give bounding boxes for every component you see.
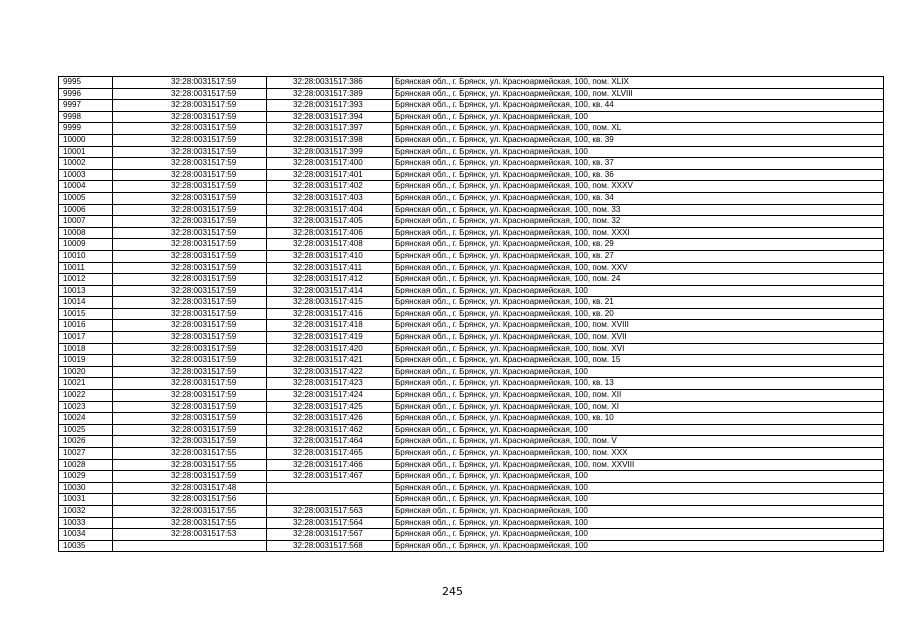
row-number-cell: 10033: [59, 517, 113, 529]
object-number-cell: 32:28:0031517:418: [267, 320, 393, 332]
land-plot-number-cell: 32:28:0031517:59: [113, 366, 267, 378]
land-plot-number-cell: 32:28:0031517:59: [113, 134, 267, 146]
row-number-cell: 10029: [59, 471, 113, 483]
row-number-cell: 10014: [59, 297, 113, 309]
land-plot-number-cell: 32:28:0031517:55: [113, 517, 267, 529]
row-number-cell: 10001: [59, 146, 113, 158]
row-number-cell: 10025: [59, 424, 113, 436]
land-plot-number-cell: 32:28:0031517:59: [113, 355, 267, 367]
land-plot-number-cell: 32:28:0031517:59: [113, 158, 267, 170]
table-row: [59, 343, 884, 355]
address-cell: Брянская обл., г. Брянск, ул. Красноармейская, 100, кв. 13: [393, 378, 884, 390]
address-cell: Брянская обл., г. Брянск, ул. Красноармейская, 100, пом. 33: [393, 204, 884, 216]
object-number-cell: 32:28:0031517:467: [267, 471, 393, 483]
table-row: [59, 494, 884, 506]
land-plot-number-cell: 32:28:0031517:59: [113, 239, 267, 251]
address-cell: Брянская обл., г. Брянск, ул. Красноармейская, 100: [393, 505, 884, 517]
address-cell: Брянская обл., г. Брянск, ул. Красноармейская, 100, кв. 21: [393, 297, 884, 309]
address-cell: Брянская обл., г. Брянск, ул. Красноармейская, 100, пом. XXXV: [393, 181, 884, 193]
row-number-cell: 9998: [59, 111, 113, 123]
address-cell: Брянская обл., г. Брянск, ул. Красноармейская, 100, пом. XVIII: [393, 320, 884, 332]
table-row: [59, 505, 884, 517]
land-plot-number-cell: 32:28:0031517:55: [113, 459, 267, 471]
address-cell: Брянская обл., г. Брянск, ул. Красноармейская, 100, пом. XXV: [393, 262, 884, 274]
land-plot-number-cell: 32:28:0031517:59: [113, 343, 267, 355]
table-row: [59, 459, 884, 471]
row-number-cell: 10009: [59, 239, 113, 251]
land-plot-number-cell: 32:28:0031517:48: [113, 482, 267, 494]
land-plot-number-cell: 32:28:0031517:59: [113, 227, 267, 239]
object-number-cell: [267, 494, 393, 506]
object-number-cell: 32:28:0031517:410: [267, 250, 393, 262]
address-cell: Брянская обл., г. Брянск, ул. Красноармейская, 100, пом. 24: [393, 274, 884, 286]
table-row: [59, 517, 884, 529]
table-row: [59, 123, 884, 135]
page-number: 245: [442, 585, 463, 598]
row-number-cell: 9999: [59, 123, 113, 135]
table-row: [59, 448, 884, 460]
object-number-cell: 32:28:0031517:415: [267, 297, 393, 309]
object-number-cell: 32:28:0031517:422: [267, 366, 393, 378]
table-row: [59, 262, 884, 274]
address-cell: Брянская обл., г. Брянск, ул. Красноармейская, 100, пом. XI: [393, 401, 884, 413]
row-number-cell: 10021: [59, 378, 113, 390]
land-plot-number-cell: 32:28:0031517:59: [113, 100, 267, 112]
address-cell: Брянская обл., г. Брянск, ул. Красноармейская, 100, пом. XLIX: [393, 77, 884, 89]
row-number-cell: 10006: [59, 204, 113, 216]
row-number-cell: 10034: [59, 529, 113, 541]
row-number-cell: 10010: [59, 250, 113, 262]
table-row: [59, 332, 884, 344]
land-plot-number-cell: 32:28:0031517:59: [113, 262, 267, 274]
row-number-cell: 10027: [59, 448, 113, 460]
land-plot-number-cell: 32:28:0031517:59: [113, 320, 267, 332]
row-number-cell: 10035: [59, 540, 113, 552]
table-row: [59, 390, 884, 402]
address-cell: Брянская обл., г. Брянск, ул. Красноармейская, 100: [393, 517, 884, 529]
row-number-cell: 10016: [59, 320, 113, 332]
row-number-cell: 10022: [59, 390, 113, 402]
table-row: [59, 192, 884, 204]
address-cell: Брянская обл., г. Брянск, ул. Красноармейская, 100, кв. 29: [393, 239, 884, 251]
object-number-cell: 32:28:0031517:423: [267, 378, 393, 390]
row-number-cell: 10000: [59, 134, 113, 146]
object-number-cell: 32:28:0031517:421: [267, 355, 393, 367]
table-row: [59, 424, 884, 436]
address-cell: Брянская обл., г. Брянск, ул. Красноармейская, 100, кв. 34: [393, 192, 884, 204]
object-number-cell: 32:28:0031517:466: [267, 459, 393, 471]
row-number-cell: 10011: [59, 262, 113, 274]
row-number-cell: 10031: [59, 494, 113, 506]
row-number-cell: 10002: [59, 158, 113, 170]
land-plot-number-cell: 32:28:0031517:59: [113, 285, 267, 297]
table-row: [59, 77, 884, 89]
row-number-cell: 9995: [59, 77, 113, 89]
land-plot-number-cell: 32:28:0031517:59: [113, 250, 267, 262]
row-number-cell: 9996: [59, 88, 113, 100]
object-number-cell: 32:28:0031517:408: [267, 239, 393, 251]
row-number-cell: 10023: [59, 401, 113, 413]
object-number-cell: 32:28:0031517:414: [267, 285, 393, 297]
table-row: [59, 169, 884, 181]
object-number-cell: [267, 482, 393, 494]
land-plot-number-cell: 32:28:0031517:59: [113, 123, 267, 135]
address-cell: Брянская обл., г. Брянск, ул. Красноармейская, 100, кв. 44: [393, 100, 884, 112]
object-number-cell: 32:28:0031517:425: [267, 401, 393, 413]
object-number-cell: 32:28:0031517:399: [267, 146, 393, 158]
land-plot-number-cell: [113, 540, 267, 552]
row-number-cell: 10026: [59, 436, 113, 448]
object-number-cell: 32:28:0031517:403: [267, 192, 393, 204]
land-plot-number-cell: 32:28:0031517:59: [113, 274, 267, 286]
address-cell: Брянская обл., г. Брянск, ул. Красноармейская, 100, пом. XLVIII: [393, 88, 884, 100]
address-cell: Брянская обл., г. Брянск, ул. Красноармейская, 100, пом. 32: [393, 216, 884, 228]
row-number-cell: 10007: [59, 216, 113, 228]
row-number-cell: 10028: [59, 459, 113, 471]
row-number-cell: 10015: [59, 308, 113, 320]
address-cell: Брянская обл., г. Брянск, ул. Красноармейская, 100, пом. XVI: [393, 343, 884, 355]
object-number-cell: 32:28:0031517:464: [267, 436, 393, 448]
object-number-cell: 32:28:0031517:398: [267, 134, 393, 146]
land-plot-number-cell: 32:28:0031517:59: [113, 413, 267, 425]
table-row: [59, 355, 884, 367]
row-number-cell: 9997: [59, 100, 113, 112]
table-row: [59, 285, 884, 297]
land-plot-number-cell: 32:28:0031517:59: [113, 111, 267, 123]
table-row: [59, 378, 884, 390]
land-plot-number-cell: 32:28:0031517:53: [113, 529, 267, 541]
address-cell: Брянская обл., г. Брянск, ул. Красноармейская, 100, пом. 15: [393, 355, 884, 367]
table-row: [59, 158, 884, 170]
table-row: [59, 401, 884, 413]
row-number-cell: 10020: [59, 366, 113, 378]
table-row: [59, 204, 884, 216]
address-cell: Брянская обл., г. Брянск, ул. Красноармейская, 100, пом. XVII: [393, 332, 884, 344]
object-number-cell: 32:28:0031517:462: [267, 424, 393, 436]
address-cell: Брянская обл., г. Брянск, ул. Красноармейская, 100: [393, 471, 884, 483]
land-plot-number-cell: 32:28:0031517:59: [113, 297, 267, 309]
object-number-cell: 32:28:0031517:420: [267, 343, 393, 355]
address-cell: Брянская обл., г. Брянск, ул. Красноармейская, 100: [393, 424, 884, 436]
address-cell: Брянская обл., г. Брянск, ул. Красноармейская, 100: [393, 529, 884, 541]
table-row: [59, 88, 884, 100]
row-number-cell: 10017: [59, 332, 113, 344]
object-number-cell: 32:28:0031517:564: [267, 517, 393, 529]
land-plot-number-cell: 32:28:0031517:59: [113, 308, 267, 320]
land-plot-number-cell: 32:28:0031517:59: [113, 181, 267, 193]
object-number-cell: 32:28:0031517:393: [267, 100, 393, 112]
object-number-cell: 32:28:0031517:405: [267, 216, 393, 228]
land-plot-number-cell: 32:28:0031517:59: [113, 77, 267, 89]
cadastral-table: [58, 76, 884, 552]
address-cell: Брянская обл., г. Брянск, ул. Красноармейская, 100, кв. 39: [393, 134, 884, 146]
table-row: [59, 540, 884, 552]
row-number-cell: 10013: [59, 285, 113, 297]
object-number-cell: 32:28:0031517:401: [267, 169, 393, 181]
table-row: [59, 297, 884, 309]
object-number-cell: 32:28:0031517:424: [267, 390, 393, 402]
table-row: [59, 471, 884, 483]
land-plot-number-cell: 32:28:0031517:59: [113, 401, 267, 413]
address-cell: Брянская обл., г. Брянск, ул. Красноармейская, 100, пом. XXXI: [393, 227, 884, 239]
address-cell: Брянская обл., г. Брянск, ул. Красноармейская, 100: [393, 366, 884, 378]
object-number-cell: 32:28:0031517:411: [267, 262, 393, 274]
table-row: [59, 100, 884, 112]
row-number-cell: 10024: [59, 413, 113, 425]
object-number-cell: 32:28:0031517:406: [267, 227, 393, 239]
address-cell: Брянская обл., г. Брянск, ул. Красноармейская, 100, пом. XXX: [393, 448, 884, 460]
table-row: [59, 146, 884, 158]
object-number-cell: 32:28:0031517:567: [267, 529, 393, 541]
row-number-cell: 10008: [59, 227, 113, 239]
table-row: [59, 111, 884, 123]
land-plot-number-cell: 32:28:0031517:59: [113, 332, 267, 344]
address-cell: Брянская обл., г. Брянск, ул. Красноармейская, 100, пом. V: [393, 436, 884, 448]
row-number-cell: 10004: [59, 181, 113, 193]
object-number-cell: 32:28:0031517:412: [267, 274, 393, 286]
row-number-cell: 10030: [59, 482, 113, 494]
land-plot-number-cell: 32:28:0031517:59: [113, 471, 267, 483]
land-plot-number-cell: 32:28:0031517:59: [113, 88, 267, 100]
address-cell: Брянская обл., г. Брянск, ул. Красноармейская, 100, пом. XXVIII: [393, 459, 884, 471]
table-row: [59, 413, 884, 425]
table-row: [59, 482, 884, 494]
table-row: [59, 181, 884, 193]
address-cell: Брянская обл., г. Брянск, ул. Красноармейская, 100, кв. 10: [393, 413, 884, 425]
row-number-cell: 10032: [59, 505, 113, 517]
address-cell: Брянская обл., г. Брянск, ул. Красноармейская, 100: [393, 285, 884, 297]
land-plot-number-cell: 32:28:0031517:59: [113, 390, 267, 402]
land-plot-number-cell: 32:28:0031517:59: [113, 436, 267, 448]
table-body: [59, 77, 884, 552]
object-number-cell: 32:28:0031517:386: [267, 77, 393, 89]
table-row: [59, 134, 884, 146]
object-number-cell: 32:28:0031517:563: [267, 505, 393, 517]
table-row: [59, 529, 884, 541]
table-row: [59, 436, 884, 448]
object-number-cell: 32:28:0031517:419: [267, 332, 393, 344]
table-row: [59, 216, 884, 228]
address-cell: Брянская обл., г. Брянск, ул. Красноармейская, 100, кв. 37: [393, 158, 884, 170]
row-number-cell: 10005: [59, 192, 113, 204]
address-cell: Брянская обл., г. Брянск, ул. Красноармейская, 100, кв. 20: [393, 308, 884, 320]
land-plot-number-cell: 32:28:0031517:56: [113, 494, 267, 506]
address-cell: Брянская обл., г. Брянск, ул. Красноармейская, 100, пом. XII: [393, 390, 884, 402]
row-number-cell: 10003: [59, 169, 113, 181]
land-plot-number-cell: 32:28:0031517:59: [113, 216, 267, 228]
table-row: [59, 320, 884, 332]
address-cell: Брянская обл., г. Брянск, ул. Красноармейская, 100: [393, 494, 884, 506]
address-cell: Брянская обл., г. Брянск, ул. Красноармейская, 100: [393, 146, 884, 158]
object-number-cell: 32:28:0031517:426: [267, 413, 393, 425]
address-cell: Брянская обл., г. Брянск, ул. Красноармейская, 100, кв. 27: [393, 250, 884, 262]
address-cell: Брянская обл., г. Брянск, ул. Красноармейская, 100: [393, 482, 884, 494]
object-number-cell: 32:28:0031517:404: [267, 204, 393, 216]
object-number-cell: 32:28:0031517:416: [267, 308, 393, 320]
land-plot-number-cell: 32:28:0031517:55: [113, 505, 267, 517]
object-number-cell: 32:28:0031517:465: [267, 448, 393, 460]
land-plot-number-cell: 32:28:0031517:59: [113, 146, 267, 158]
object-number-cell: 32:28:0031517:568: [267, 540, 393, 552]
address-cell: Брянская обл., г. Брянск, ул. Красноармейская, 100, кв. 36: [393, 169, 884, 181]
land-plot-number-cell: 32:28:0031517:59: [113, 192, 267, 204]
land-plot-number-cell: 32:28:0031517:55: [113, 448, 267, 460]
table-row: [59, 239, 884, 251]
table-row: [59, 250, 884, 262]
row-number-cell: 10012: [59, 274, 113, 286]
address-cell: Брянская обл., г. Брянск, ул. Красноармейская, 100, пом. XL: [393, 123, 884, 135]
table-row: [59, 366, 884, 378]
land-plot-number-cell: 32:28:0031517:59: [113, 204, 267, 216]
address-cell: Брянская обл., г. Брянск, ул. Красноармейская, 100: [393, 111, 884, 123]
land-plot-number-cell: 32:28:0031517:59: [113, 169, 267, 181]
row-number-cell: 10019: [59, 355, 113, 367]
object-number-cell: 32:28:0031517:400: [267, 158, 393, 170]
table-row: [59, 274, 884, 286]
object-number-cell: 32:28:0031517:402: [267, 181, 393, 193]
object-number-cell: 32:28:0031517:394: [267, 111, 393, 123]
land-plot-number-cell: 32:28:0031517:59: [113, 378, 267, 390]
object-number-cell: 32:28:0031517:397: [267, 123, 393, 135]
address-cell: Брянская обл., г. Брянск, ул. Красноармейская, 100: [393, 540, 884, 552]
table-row: [59, 308, 884, 320]
object-number-cell: 32:28:0031517:389: [267, 88, 393, 100]
row-number-cell: 10018: [59, 343, 113, 355]
table-row: [59, 227, 884, 239]
land-plot-number-cell: 32:28:0031517:59: [113, 424, 267, 436]
